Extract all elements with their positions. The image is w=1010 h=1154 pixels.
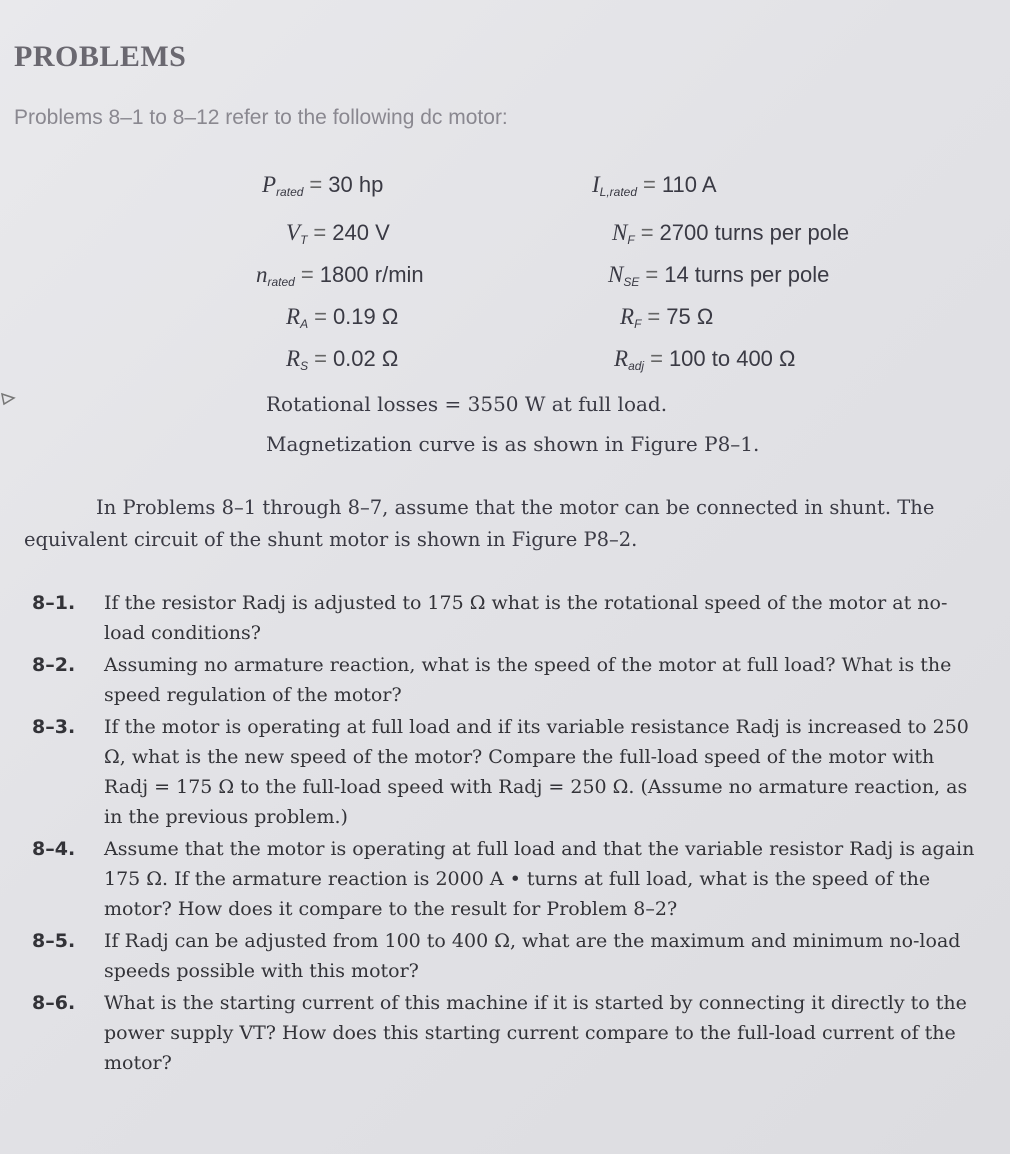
spec-nse: $N_{SE} = 14$ turns per pole [608,262,830,289]
problem-item [32,712,977,832]
problem-list [32,588,977,1080]
spec-radj: $R_{adj} = 100$ to 400 Ω [614,346,796,373]
section-heading: PROBLEMS [14,40,187,73]
problem-text: If Radj can be adjusted from 100 to 400 Ω, what are the maximum and minimum no-load speeds possible with this motor? [104,930,961,982]
problem-number: 8–1. [32,592,76,614]
problem-number: 8–4. [32,838,76,860]
problem-item [32,588,977,648]
problem-number: 8–6. [32,992,76,1014]
spec-ra: $R_A = 0.19$ Ω [286,304,399,331]
spec-nf: $N_F = 2700$ turns per pole [612,220,850,247]
problem-text: Assuming no armature reaction, what is the speed of the motor at full load? What is the speed regulation of the motor? [104,654,952,706]
spec-rs: $R_S = 0.02$ Ω [286,346,399,373]
problem-number: 8–2. [32,654,76,676]
problem-number: 8–5. [32,930,76,952]
spec-iloaded: $I_{L,rated} = 110$ A [592,172,717,199]
problem-text: If the motor is operating at full load and if its variable resistance Radj is increased to 250 Ω, what is the new speed of the motor? Compare the full-load speed of the motor with Radj = 175 Ω to the full-load speed with Radj = 250 Ω. (Assume no armature reaction, as in the previous problem.) [104,716,969,828]
problem-number: 8–3. [32,716,76,738]
problem-text: Assume that the motor is operating at full load and that the variable resistor Radj is again 175 Ω. If the armature reaction is 2000 A • turns at full load, what is the speed of the motor? How does it compare to the result for Problem 8–2? [104,838,975,920]
spec-prated: $P_{rated} = 30$ hp [262,172,384,199]
spec-rf: $R_F = 75$ Ω [620,304,714,331]
problem-item [32,650,977,710]
intro-line: Problems 8–1 to 8–12 refer to the following dc motor: [14,106,508,129]
magnetization-note: Magnetization curve is as shown in Figure P8–1. [266,432,760,456]
spec-nrated: $n_{rated} = 1800$ r/min [256,262,424,289]
problem-text: What is the starting current of this machine if it is started by connecting it directly to the power supply VT? How does this starting current compare to the full-load current of the motor? [104,992,967,1074]
rotational-losses-note: Rotational losses = 3550 W at full load. [266,392,668,416]
problem-text: If the resistor Radj is adjusted to 175 Ω what is the rotational speed of the motor at no-load conditions? [104,592,948,644]
problem-item [32,926,977,986]
spec-vt: $V_T = 240$ V [286,220,390,247]
cursor-arrow-icon [0,388,22,410]
problem-item [32,834,977,924]
problem-item [32,988,977,1078]
shunt-paragraph: In Problems 8–1 through 8–7, assume that the motor can be connected in shunt. The equivalent circuit of the shunt motor is shown in Figure P8–2. [24,496,935,551]
